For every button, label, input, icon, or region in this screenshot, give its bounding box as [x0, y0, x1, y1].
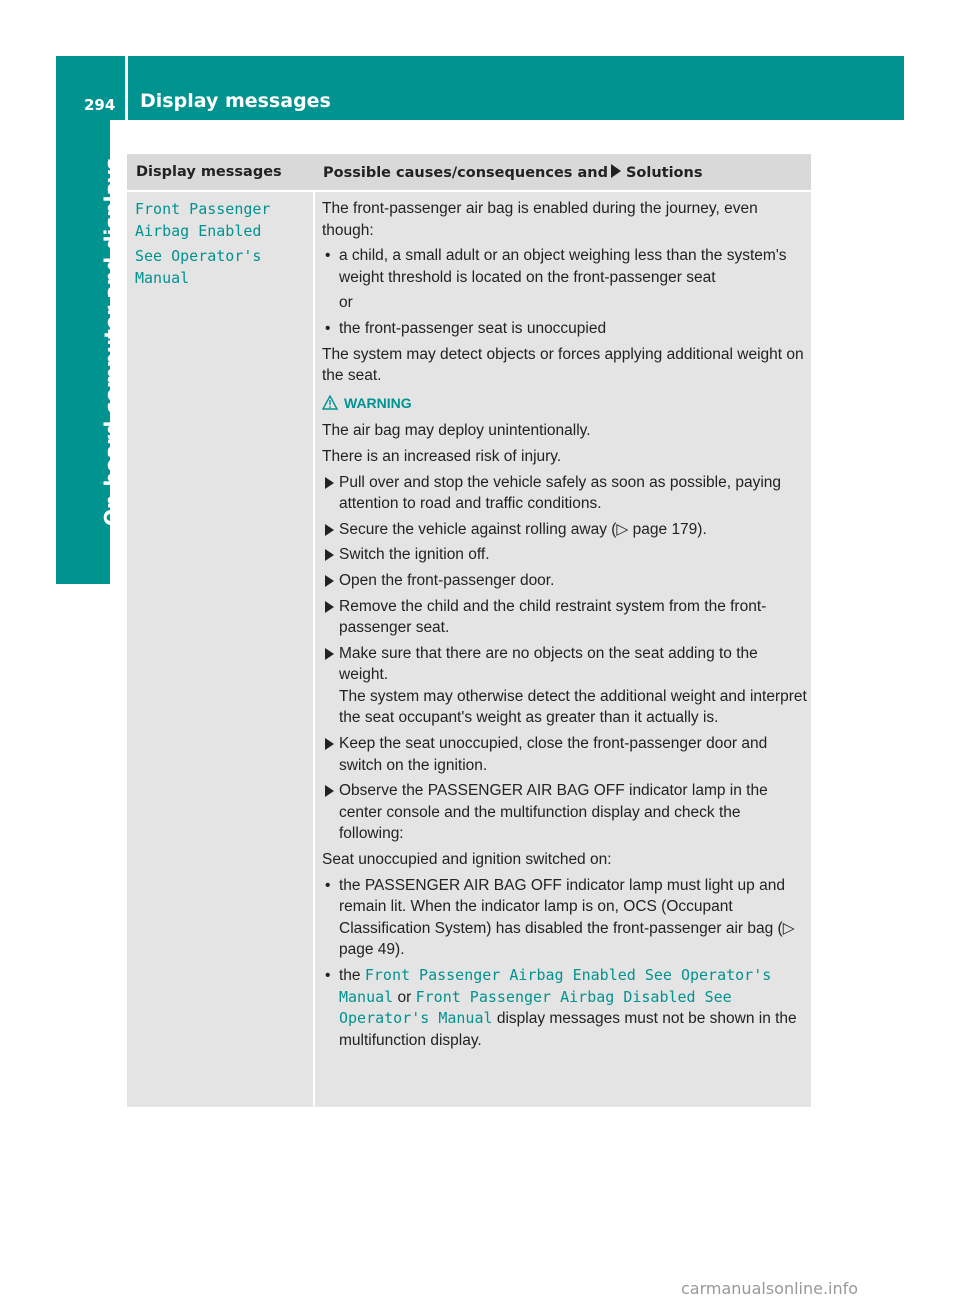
bullet-icon: •: [325, 876, 331, 894]
cause-text: the front-passenger seat is unoccupied: [339, 319, 607, 337]
or-text: or: [339, 294, 353, 312]
action-arrow-icon: [325, 524, 334, 536]
arrow-right-icon: [611, 164, 621, 178]
column-header-solutions: [323, 164, 702, 181]
step-item: [322, 733, 808, 776]
step-text: Keep the seat unoccupied, close the front-passenger door and switch on the ignition.: [339, 735, 768, 774]
page-number: 294: [84, 96, 116, 114]
header-divider: [125, 56, 128, 120]
page-title: Display messages: [140, 90, 331, 112]
step-item: [322, 596, 808, 639]
bullet-icon: •: [325, 967, 331, 984]
step-item: [322, 544, 808, 566]
step-item: [322, 472, 808, 515]
action-arrow-icon: [325, 477, 334, 489]
bullet-icon: •: [325, 319, 331, 337]
action-arrow-icon: [325, 575, 334, 587]
warning-heading: [322, 393, 808, 415]
step-item: [322, 643, 808, 729]
display-messages-table: [127, 154, 811, 1107]
step-text: Make sure that there are no objects on the seat adding to the weight.: [339, 644, 758, 684]
action-arrow-icon: [325, 648, 334, 660]
step-text: Pull over and stop the vehicle safely as soon as possible, paying attention to road and traffic conditions.: [339, 473, 782, 513]
column-header-display-messages: Display messages: [136, 164, 282, 180]
display-message: Front Passenger Airbag Enabled: [135, 200, 271, 240]
step-text: Secure the vehicle against rolling away (▷ page 179).: [339, 520, 707, 538]
bullet-icon: •: [325, 247, 331, 265]
step-text: Switch the ignition off.: [339, 546, 490, 564]
step-text: Remove the child and the child restraint system from the front-passenger seat.: [339, 597, 767, 637]
step-text: Observe the PASSENGER AIR BAG OFF indicator lamp in the center console and the multifunction display and check the following:: [339, 782, 768, 843]
action-arrow-icon: [325, 785, 334, 797]
display-message: See Operator's Manual: [135, 247, 262, 287]
check-text: display messages must not be shown in the multifunction display.: [339, 1010, 797, 1049]
check-text: the PASSENGER AIR BAG OFF indicator lamp must light up and remain lit. When the indicator lamp is on, OCS (Occupant Classification System) has disabled the front-passenger air bag (▷ page 49).: [339, 876, 795, 959]
cause-bullet: [322, 318, 808, 340]
action-arrow-icon: [325, 601, 334, 613]
seat-unoccupied-text: Seat unoccupied and ignition switched on:: [322, 851, 612, 869]
action-arrow-icon: [325, 738, 334, 750]
check-bullet: [322, 965, 808, 1051]
section-side-label: On-board computer and displays: [100, 157, 124, 526]
display-message-inline: Front Passenger Airbag Enabled See Operator's Manual: [339, 966, 772, 1006]
warning-text: The air bag may deploy unintentionally.: [322, 422, 591, 440]
intro-text: The front-passenger air bag is enabled during the journey, even though:: [322, 200, 758, 239]
check-text: the: [339, 967, 361, 984]
check-bullet: [322, 875, 808, 961]
column-header-solutions-label: Solutions: [625, 165, 703, 181]
column-divider: [313, 190, 315, 1107]
warning-triangle-icon: [322, 395, 338, 410]
cause-text: a child, a small adult or an object weighing less than the system's weight threshold is located on the front-passenger seat: [339, 247, 787, 286]
message-cell: [135, 198, 311, 292]
warning-label: WARNING: [344, 394, 412, 411]
column-header-causes: Possible causes/consequences and: [323, 165, 608, 181]
action-arrow-icon: [325, 549, 334, 561]
warning-text: There is an increased risk of injury.: [322, 447, 562, 465]
step-item: [322, 570, 808, 592]
step-item: [322, 780, 808, 845]
step-note: The system may otherwise detect the additional weight and interpret the seat occupant's weight as greater than it actually is.: [339, 687, 807, 727]
display-message-inline: Front Passenger Airbag Disabled See Operator's Manual: [339, 987, 732, 1028]
solutions-cell: [322, 198, 808, 1055]
step-text: Open the front-passenger door.: [339, 571, 555, 589]
watermark: carmanualsonline.info: [681, 1279, 859, 1298]
table-header: [127, 154, 811, 192]
cause-bullet: [322, 245, 808, 288]
detect-text: The system may detect objects or forces applying additional weight on the seat.: [322, 345, 804, 385]
check-text: or: [397, 988, 412, 1006]
step-item: [322, 519, 808, 541]
